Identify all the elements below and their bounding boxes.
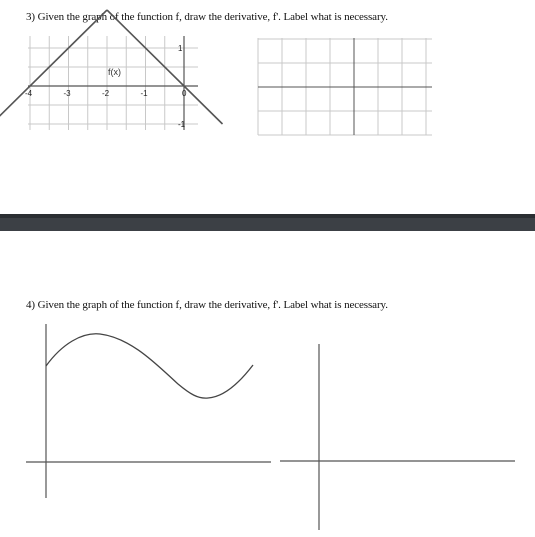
- question-4-prompt: 4) Given the graph of the function f, draw the derivative, f'. Label what is necessary.: [26, 299, 388, 311]
- x-tick-label: -2: [102, 89, 110, 98]
- q3-function-graph: [25, 34, 208, 134]
- q3-graph-axes: [28, 36, 198, 130]
- q4-function-graph: [0, 320, 535, 537]
- x-tick-label: -1: [140, 89, 148, 98]
- x-tick-label: -4: [25, 89, 33, 98]
- q3-answer-grid[interactable]: [255, 36, 435, 136]
- x-tick-label: -3: [63, 89, 71, 98]
- function-label-fx: f(x): [108, 67, 121, 77]
- q4-function-curve: [46, 334, 253, 398]
- x-tick-label: 0: [182, 89, 187, 98]
- y-tick-label: -1: [178, 120, 186, 129]
- page-divider: [0, 214, 535, 231]
- y-tick-label: 1: [178, 44, 183, 53]
- question-3-prompt: 3) Given the graph of the function f, draw the derivative, f'. Label what is necessary.: [26, 11, 388, 23]
- q3-graph-grid: [28, 36, 198, 130]
